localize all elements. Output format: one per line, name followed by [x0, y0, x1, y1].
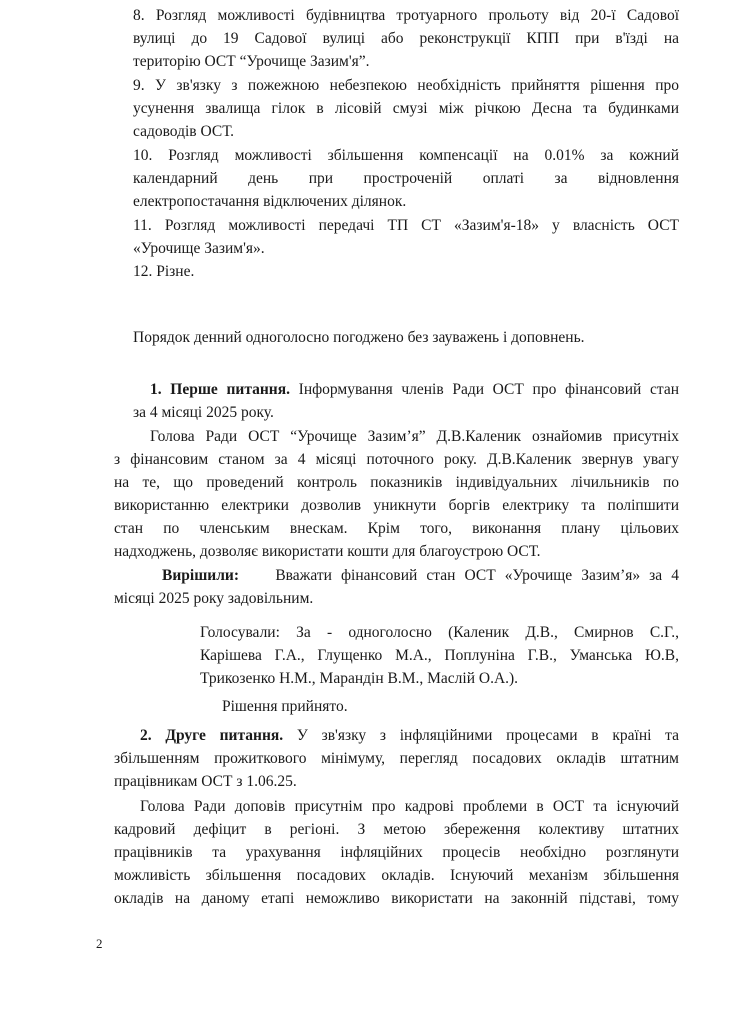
q1-vote-line-2: Карішева Г.А., Глущенко М.А., Поплуніна Г.В., Уманська Ю.В,: [200, 647, 679, 664]
q1-body-line-6: надходжень, дозволяє використати кошти для благоустрою ОСТ.: [114, 543, 541, 560]
q2-heading: 2. Друге питання.: [140, 727, 284, 744]
agenda-item-11-line-2: «Урочище Зазим'я».: [133, 240, 265, 257]
q2-body-line-1: Голова Ради доповів присутнім про кадрові проблеми в ОСТ та існуючий: [140, 798, 679, 815]
q2-body-line-3: працівників та урахування інфляційних процесів необхідно розглянути: [114, 844, 679, 861]
q1-vote-line-1: Голосували: За - одноголосно (Каленик Д.В., Смирнов С.Г.,: [200, 624, 679, 641]
page-number: 2: [96, 936, 103, 951]
q2-title-line-1: [140, 726, 679, 746]
q1-body-line-3: на те, що проведений контроль показників індивідуальних лічильників по: [114, 474, 679, 491]
q1-body-line-1: Голова Ради ОСТ “Урочище Зазим’я” Д.В.Каленик ознайомив присутніх: [150, 428, 679, 445]
agenda-item-12: 12. Різне.: [133, 263, 195, 280]
q1-resolved-label: Вирішили:: [162, 567, 240, 584]
q1-body-line-2: з фінансовим станом за 4 місяці поточного року. Д.В.Каленик звернув увагу: [114, 451, 679, 468]
q1-resolved-line-2: місяці 2025 року задовільним.: [114, 590, 314, 607]
agenda-item-10-line-1: 10. Розгляд можливості збільшення компенсації на 0.01% за кожний: [133, 147, 679, 164]
q2-body-line-2: кадровий дефіцит в регіоні. З метою збереження колективу штатних: [114, 821, 679, 838]
q1-vote-line-3: Трикозенко Н.М., Марандін В.М., Маслій О.А.).: [200, 670, 519, 687]
q1-title-line-2: за 4 місяці 2025 року.: [133, 404, 274, 421]
q1-heading: 1. Перше питання.: [150, 381, 290, 398]
q2-body-line-5: окладів на даному етапі неможливо використати на законній підставі, тому: [114, 890, 679, 907]
q2-title: У зв'язку з інфляційними процесами в країні та: [296, 727, 679, 744]
agenda-item-8-line-2: вулиці до 19 Садової вулиці або реконструкції КПП при в'їзді на: [133, 30, 679, 47]
q2-title-line-3: працівникам ОСТ з 1.06.25.: [114, 773, 297, 790]
agenda-agreed: Порядок денний одноголосно погоджено без зауважень і доповнень.: [133, 329, 585, 346]
agenda-item-11-line-1: 11. Розгляд можливості передачі ТП СТ «Зазим'я-18» у власність ОСТ: [133, 217, 679, 234]
q1-body-line-5: стан по членським внескам. Крім того, виконання плану цільових: [114, 520, 679, 537]
q2-title-line-2: збільшенням прожиткового мінімуму, перегляд посадових окладів штатним: [114, 750, 679, 767]
agenda-item-8-line-1: 8. Розгляд можливості будівництва тротуарного прольоту від 20-ї Садової: [133, 7, 679, 24]
q1-title: Інформування членів Ради ОСТ про фінансовий стан: [298, 381, 679, 398]
q1-resolved-text: Вважати фінансовий стан ОСТ «Урочище Зазим’я» за 4: [275, 567, 680, 584]
agenda-item-10-line-2: календарний день при простроченій оплаті за відновлення: [133, 170, 679, 187]
q1-decision: Рішення прийнято.: [222, 698, 348, 715]
q2-body-line-4: можливість збільшення посадових окладів. Існуючий механізм збільшення: [114, 867, 679, 884]
agenda-item-10-line-3: електропостачання відключених ділянок.: [133, 193, 407, 210]
agenda-item-8-line-3: територію ОСТ “Урочище Зазим'я”.: [133, 53, 370, 70]
agenda-item-9-line-2: усунення звалища гілок в лісовій смузі між річкою Десна та будинками: [133, 100, 679, 117]
agenda-item-9-line-3: садоводів ОСТ.: [133, 123, 234, 140]
q1-body-line-4: використанню електрики дозволив уникнути боргів електрику та поліпшити: [114, 497, 679, 514]
agenda-item-9-line-1: 9. У зв'язку з пожежною небезпекою необхідність прийняття рішення про: [133, 77, 679, 94]
q1-resolved-line-1: [162, 566, 679, 586]
q1-title-line-1: [150, 380, 679, 400]
